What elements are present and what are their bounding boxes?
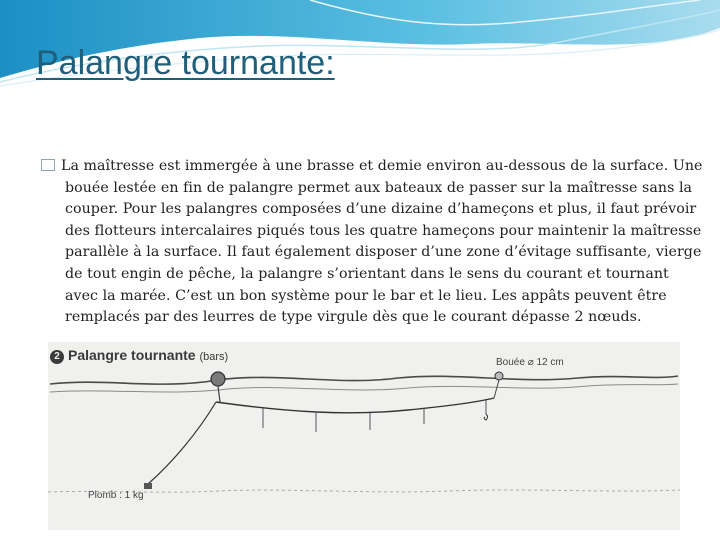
weight-label: Plomb : 1 kg	[88, 490, 144, 501]
body-paragraph	[40, 156, 705, 329]
float-rope	[494, 380, 499, 398]
buoy-label: Bouée ⌀ 12 cm	[496, 357, 564, 368]
surface-buoy-icon	[211, 372, 225, 386]
figure-number-badge: 2	[50, 350, 64, 364]
weight-icon	[144, 483, 152, 489]
figure-heading	[50, 347, 228, 364]
figure-title: Palangre tournante	[68, 347, 196, 363]
hook-icon	[484, 414, 487, 420]
sea-surface-line	[50, 376, 678, 384]
mainline	[216, 398, 494, 413]
buoy-rope	[218, 386, 220, 402]
diagram-figure	[48, 342, 680, 530]
figure-subtitle: (bars)	[199, 351, 229, 363]
intermediate-float-icon	[495, 372, 503, 380]
square-bullet-icon	[41, 159, 55, 171]
paragraph-text: La maîtresse est immergée à une brasse et demie environ au-dessous de la surface. Une bouée lestée en fin de palangre permet aux bateaux de passer sur la maîtresse sans la couper. Pour les palangres composées d’une dizaine d’hameçons et plus, il faut prévoir des flotteurs intercalaires piqués tous les quatre hameçons pour maintenir la maîtresse parallèle à la surface. Il faut également disposer d’une zone d’évitage suffisante, vierge de tout engin de pêche, la palangre s’orientant dans le sens du courant et tournant avec la marée. C’est un bon système pour le bar et le lieu. Les appâts peuvent être remplacés par des leurres de type virgule dès que le courant dépasse 2 nœuds.	[61, 158, 703, 326]
sea-surface-line-2	[50, 384, 678, 392]
slide-title: Palangre tournante:	[36, 44, 335, 82]
longline-diagram	[48, 342, 680, 530]
anchor-line	[148, 402, 216, 484]
